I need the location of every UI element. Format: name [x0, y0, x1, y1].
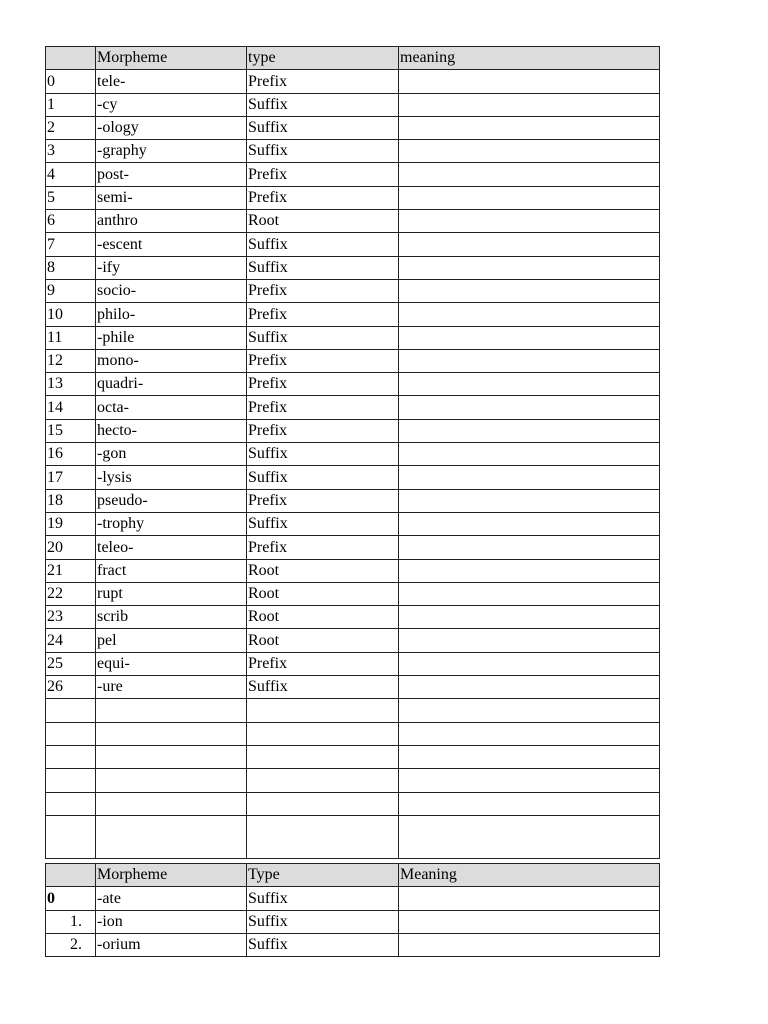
cell-index[interactable]: 21: [46, 559, 96, 582]
table-row: [46, 676, 660, 699]
cell-index[interactable]: 15: [46, 419, 96, 442]
empty-cell[interactable]: [247, 722, 399, 745]
cell-index[interactable]: 0: [46, 70, 96, 93]
cell-morpheme[interactable]: -lysis: [96, 466, 247, 489]
table-row: [46, 326, 660, 349]
cell-morpheme[interactable]: -ology: [96, 116, 247, 139]
table-row: [46, 606, 660, 629]
empty-cell[interactable]: [399, 699, 660, 722]
cell-type[interactable]: Prefix: [247, 652, 399, 675]
cell-index[interactable]: 19: [46, 512, 96, 535]
cell-morpheme[interactable]: post-: [96, 163, 247, 186]
cell-index[interactable]: 16: [46, 443, 96, 466]
cell-index[interactable]: 22: [46, 582, 96, 605]
table-row: [46, 489, 660, 512]
header-cell-index[interactable]: [46, 864, 96, 887]
empty-row: [46, 815, 660, 858]
cell-morpheme[interactable]: rupt: [96, 582, 247, 605]
table-row: [46, 233, 660, 256]
cell-meaning[interactable]: [399, 676, 660, 699]
cell-type[interactable]: Suffix: [247, 116, 399, 139]
table-row: [46, 933, 660, 956]
cell-morpheme[interactable]: -gon: [96, 443, 247, 466]
cell-meaning[interactable]: [399, 910, 660, 933]
empty-cell[interactable]: [96, 792, 247, 815]
empty-cell[interactable]: [46, 745, 96, 768]
cell-morpheme[interactable]: anthro: [96, 210, 247, 233]
cell-index[interactable]: 2.: [46, 933, 96, 956]
cell-index[interactable]: 18: [46, 489, 96, 512]
empty-row: [46, 722, 660, 745]
empty-row: [46, 769, 660, 792]
cell-morpheme[interactable]: semi-: [96, 186, 247, 209]
table-row: [46, 210, 660, 233]
cell-type[interactable]: Prefix: [247, 303, 399, 326]
cell-index[interactable]: 12: [46, 349, 96, 372]
cell-type[interactable]: Root: [247, 210, 399, 233]
cell-index[interactable]: 14: [46, 396, 96, 419]
table-row: [46, 512, 660, 535]
cell-morpheme[interactable]: -ion: [96, 910, 247, 933]
cell-type[interactable]: Root: [247, 559, 399, 582]
cell-meaning[interactable]: [399, 163, 660, 186]
cell-morpheme[interactable]: -ify: [96, 256, 247, 279]
table-row: [46, 279, 660, 302]
empty-cell[interactable]: [46, 769, 96, 792]
cell-index[interactable]: 25: [46, 652, 96, 675]
table-row: [46, 303, 660, 326]
empty-row: [46, 745, 660, 768]
cell-meaning[interactable]: [399, 303, 660, 326]
cell-index[interactable]: 9: [46, 279, 96, 302]
table-row: [46, 629, 660, 652]
cell-morpheme[interactable]: philo-: [96, 303, 247, 326]
cell-meaning[interactable]: [399, 489, 660, 512]
cell-meaning[interactable]: [399, 233, 660, 256]
table-row: [46, 887, 660, 910]
cell-morpheme[interactable]: -graphy: [96, 140, 247, 163]
empty-cell[interactable]: [247, 792, 399, 815]
cell-morpheme[interactable]: teleo-: [96, 536, 247, 559]
cell-meaning[interactable]: [399, 536, 660, 559]
table-row: [46, 466, 660, 489]
cell-meaning[interactable]: [399, 186, 660, 209]
table-row: [46, 536, 660, 559]
empty-cell[interactable]: [96, 699, 247, 722]
empty-cell[interactable]: [96, 815, 247, 858]
table-row: [46, 256, 660, 279]
cell-morpheme[interactable]: scrib: [96, 606, 247, 629]
cell-morpheme[interactable]: quadri-: [96, 373, 247, 396]
cell-index[interactable]: 0: [46, 887, 96, 910]
cell-index[interactable]: 1.: [46, 910, 96, 933]
cell-type[interactable]: Prefix: [247, 419, 399, 442]
cell-meaning[interactable]: [399, 279, 660, 302]
cell-morpheme[interactable]: fract: [96, 559, 247, 582]
cell-type[interactable]: Suffix: [247, 512, 399, 535]
cell-type[interactable]: Suffix: [247, 233, 399, 256]
cell-morpheme[interactable]: socio-: [96, 279, 247, 302]
empty-cell[interactable]: [399, 815, 660, 858]
table-row: [46, 443, 660, 466]
empty-cell[interactable]: [247, 815, 399, 858]
cell-morpheme[interactable]: -phile: [96, 326, 247, 349]
cell-morpheme[interactable]: -ate: [96, 887, 247, 910]
cell-type[interactable]: Prefix: [247, 186, 399, 209]
cell-index[interactable]: 26: [46, 676, 96, 699]
cell-type[interactable]: Prefix: [247, 489, 399, 512]
cell-type[interactable]: Suffix: [247, 140, 399, 163]
cell-meaning[interactable]: [399, 512, 660, 535]
cell-type[interactable]: Prefix: [247, 70, 399, 93]
cell-morpheme[interactable]: pseudo-: [96, 489, 247, 512]
cell-index[interactable]: 24: [46, 629, 96, 652]
cell-index[interactable]: 11: [46, 326, 96, 349]
cell-type[interactable]: Suffix: [247, 466, 399, 489]
cell-type[interactable]: Prefix: [247, 536, 399, 559]
cell-index[interactable]: 20: [46, 536, 96, 559]
table-row: [46, 559, 660, 582]
cell-meaning[interactable]: [399, 373, 660, 396]
table-row: [46, 140, 660, 163]
empty-cell[interactable]: [96, 722, 247, 745]
cell-meaning[interactable]: [399, 466, 660, 489]
cell-type[interactable]: Suffix: [247, 887, 399, 910]
cell-type[interactable]: Prefix: [247, 373, 399, 396]
cell-morpheme[interactable]: -trophy: [96, 512, 247, 535]
cell-index[interactable]: 3: [46, 140, 96, 163]
header-row: [46, 47, 660, 70]
cell-meaning[interactable]: [399, 349, 660, 372]
cell-index[interactable]: 4: [46, 163, 96, 186]
empty-cell[interactable]: [247, 745, 399, 768]
table-row: [46, 186, 660, 209]
cell-meaning[interactable]: [399, 582, 660, 605]
cell-meaning[interactable]: [399, 419, 660, 442]
empty-cell[interactable]: [399, 769, 660, 792]
cell-index[interactable]: 2: [46, 116, 96, 139]
header-row: [46, 864, 660, 887]
cell-morpheme[interactable]: octa-: [96, 396, 247, 419]
cell-meaning[interactable]: [399, 559, 660, 582]
cell-type[interactable]: Prefix: [247, 279, 399, 302]
empty-cell[interactable]: [247, 699, 399, 722]
cell-meaning[interactable]: [399, 629, 660, 652]
header-cell-morpheme[interactable]: Morpheme: [96, 47, 247, 70]
empty-cell[interactable]: [46, 792, 96, 815]
cell-meaning[interactable]: [399, 93, 660, 116]
empty-cell[interactable]: [96, 769, 247, 792]
cell-meaning[interactable]: [399, 606, 660, 629]
cell-meaning[interactable]: [399, 933, 660, 956]
table-row: [46, 70, 660, 93]
cell-type[interactable]: Prefix: [247, 163, 399, 186]
cell-type[interactable]: Root: [247, 606, 399, 629]
empty-cell[interactable]: [46, 815, 96, 858]
cell-meaning[interactable]: [399, 256, 660, 279]
empty-cell[interactable]: [96, 745, 247, 768]
cell-morpheme[interactable]: hecto-: [96, 419, 247, 442]
table-row: [46, 396, 660, 419]
cell-index[interactable]: 7: [46, 233, 96, 256]
cell-index[interactable]: 1: [46, 93, 96, 116]
cell-type[interactable]: Suffix: [247, 910, 399, 933]
cell-meaning[interactable]: [399, 887, 660, 910]
table-row: [46, 373, 660, 396]
empty-cell[interactable]: [399, 722, 660, 745]
morpheme-table-2: [45, 863, 660, 957]
cell-morpheme[interactable]: -orium: [96, 933, 247, 956]
table-row: [46, 349, 660, 372]
table-row: [46, 93, 660, 116]
cell-morpheme[interactable]: mono-: [96, 349, 247, 372]
cell-meaning[interactable]: [399, 443, 660, 466]
header-cell-meaning[interactable]: Meaning: [399, 864, 660, 887]
cell-morpheme[interactable]: -escent: [96, 233, 247, 256]
header-cell-index[interactable]: [46, 47, 96, 70]
cell-meaning[interactable]: [399, 326, 660, 349]
empty-row: [46, 792, 660, 815]
cell-morpheme[interactable]: -ure: [96, 676, 247, 699]
header-cell-type[interactable]: type: [247, 47, 399, 70]
table-row: [46, 652, 660, 675]
cell-meaning[interactable]: [399, 140, 660, 163]
empty-cell[interactable]: [46, 722, 96, 745]
cell-meaning[interactable]: [399, 210, 660, 233]
cell-index[interactable]: 8: [46, 256, 96, 279]
cell-meaning[interactable]: [399, 70, 660, 93]
empty-cell[interactable]: [399, 792, 660, 815]
cell-index[interactable]: 10: [46, 303, 96, 326]
cell-meaning[interactable]: [399, 652, 660, 675]
cell-type[interactable]: Prefix: [247, 349, 399, 372]
cell-index[interactable]: 17: [46, 466, 96, 489]
cell-index[interactable]: 23: [46, 606, 96, 629]
cell-index[interactable]: 5: [46, 186, 96, 209]
table-row: [46, 582, 660, 605]
cell-morpheme[interactable]: tele-: [96, 70, 247, 93]
table-row: [46, 419, 660, 442]
cell-morpheme[interactable]: equi-: [96, 652, 247, 675]
cell-morpheme[interactable]: pel: [96, 629, 247, 652]
header-cell-type[interactable]: Type: [247, 864, 399, 887]
empty-row: [46, 699, 660, 722]
table-row: [46, 163, 660, 186]
morpheme-table-1: [45, 46, 660, 859]
table-row: [46, 116, 660, 139]
cell-type[interactable]: Suffix: [247, 93, 399, 116]
cell-meaning[interactable]: [399, 396, 660, 419]
header-cell-morpheme[interactable]: Morpheme: [96, 864, 247, 887]
empty-cell[interactable]: [46, 699, 96, 722]
cell-morpheme[interactable]: -cy: [96, 93, 247, 116]
cell-type[interactable]: Root: [247, 582, 399, 605]
cell-index[interactable]: 13: [46, 373, 96, 396]
cell-type[interactable]: Suffix: [247, 933, 399, 956]
empty-cell[interactable]: [247, 769, 399, 792]
cell-type[interactable]: Suffix: [247, 326, 399, 349]
table-row: [46, 910, 660, 933]
header-cell-meaning[interactable]: meaning: [399, 47, 660, 70]
cell-meaning[interactable]: [399, 116, 660, 139]
cell-index[interactable]: 6: [46, 210, 96, 233]
cell-type[interactable]: Prefix: [247, 396, 399, 419]
cell-type[interactable]: Suffix: [247, 443, 399, 466]
empty-cell[interactable]: [399, 745, 660, 768]
cell-type[interactable]: Root: [247, 629, 399, 652]
cell-type[interactable]: Suffix: [247, 256, 399, 279]
cell-type[interactable]: Suffix: [247, 676, 399, 699]
